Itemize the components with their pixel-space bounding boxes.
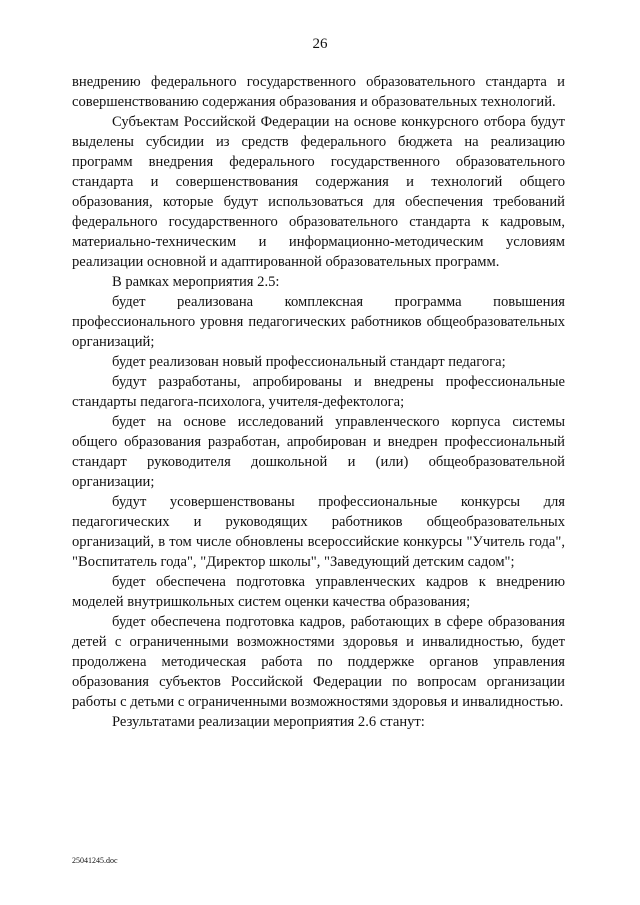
- list-item: будет обеспечена подготовка управленческих кадров к внедрению моделей внутришкольных систем оценки качества образования;: [72, 574, 565, 610]
- footer-filename: 25041245.doc: [72, 856, 118, 865]
- list-item: будут разработаны, апробированы и внедрены профессиональные стандарты педагога-психолога, учителя-дефектолога;: [72, 374, 565, 410]
- list-item: будет на основе исследований управленческого корпуса системы общего образования разработан, апробирован и внедрен профессиональный стандарт руководителя дошкольной и (или) общеобразовательной организации;: [72, 414, 565, 490]
- page-number: 26: [312, 36, 328, 52]
- list-item: будут усовершенствованы профессиональные конкурсы для педагогических и руководящих работников общеобразовательных организаций, в том числе обновлены всероссийские конкурсы "Учитель года", "Воспитатель года", "Директор школы", "Заведующий детским садом";: [72, 494, 565, 570]
- paragraph-measure-2-6-results: Результатами реализации мероприятия 2.6 станут:: [112, 714, 425, 730]
- list-item: будет реализован новый профессиональный стандарт педагога;: [112, 354, 506, 370]
- document-body: [72, 72, 565, 732]
- list-item: будет реализована комплексная программа повышения профессионального уровня педагогических работников общеобразовательных организаций;: [72, 294, 565, 350]
- list-item: будет обеспечена подготовка кадров, работающих в сфере образования детей с ограниченными возможностями здоровья и инвалидностью, будет продолжена методическая работа по поддержке органов управления образования субъектов Российской Федерации по вопросам организации работы с детьми с ограниченными возможностями здоровья и инвалидностью.: [72, 614, 565, 710]
- paragraph-subsidies: Субъектам Российской Федерации на основе конкурсного отбора будут выделены субсидии из средств федерального бюджета на реализацию программ внедрения федерального государственного образовательного стандарта и совершенствования содержания и технологий общего образования, которые будут использоваться для обеспечения требований федерального государственного образовательного стандарта к кадровым, материально-техническим и информационно-методическим условиям реализации основной и адаптированной образовательных программ.: [72, 114, 565, 270]
- paragraph-measure-2-5-intro: В рамках мероприятия 2.5:: [112, 274, 280, 290]
- paragraph-continuation: внедрению федерального государственного образовательного стандарта и совершенствованию содержания образования и образовательных технологий.: [72, 74, 565, 110]
